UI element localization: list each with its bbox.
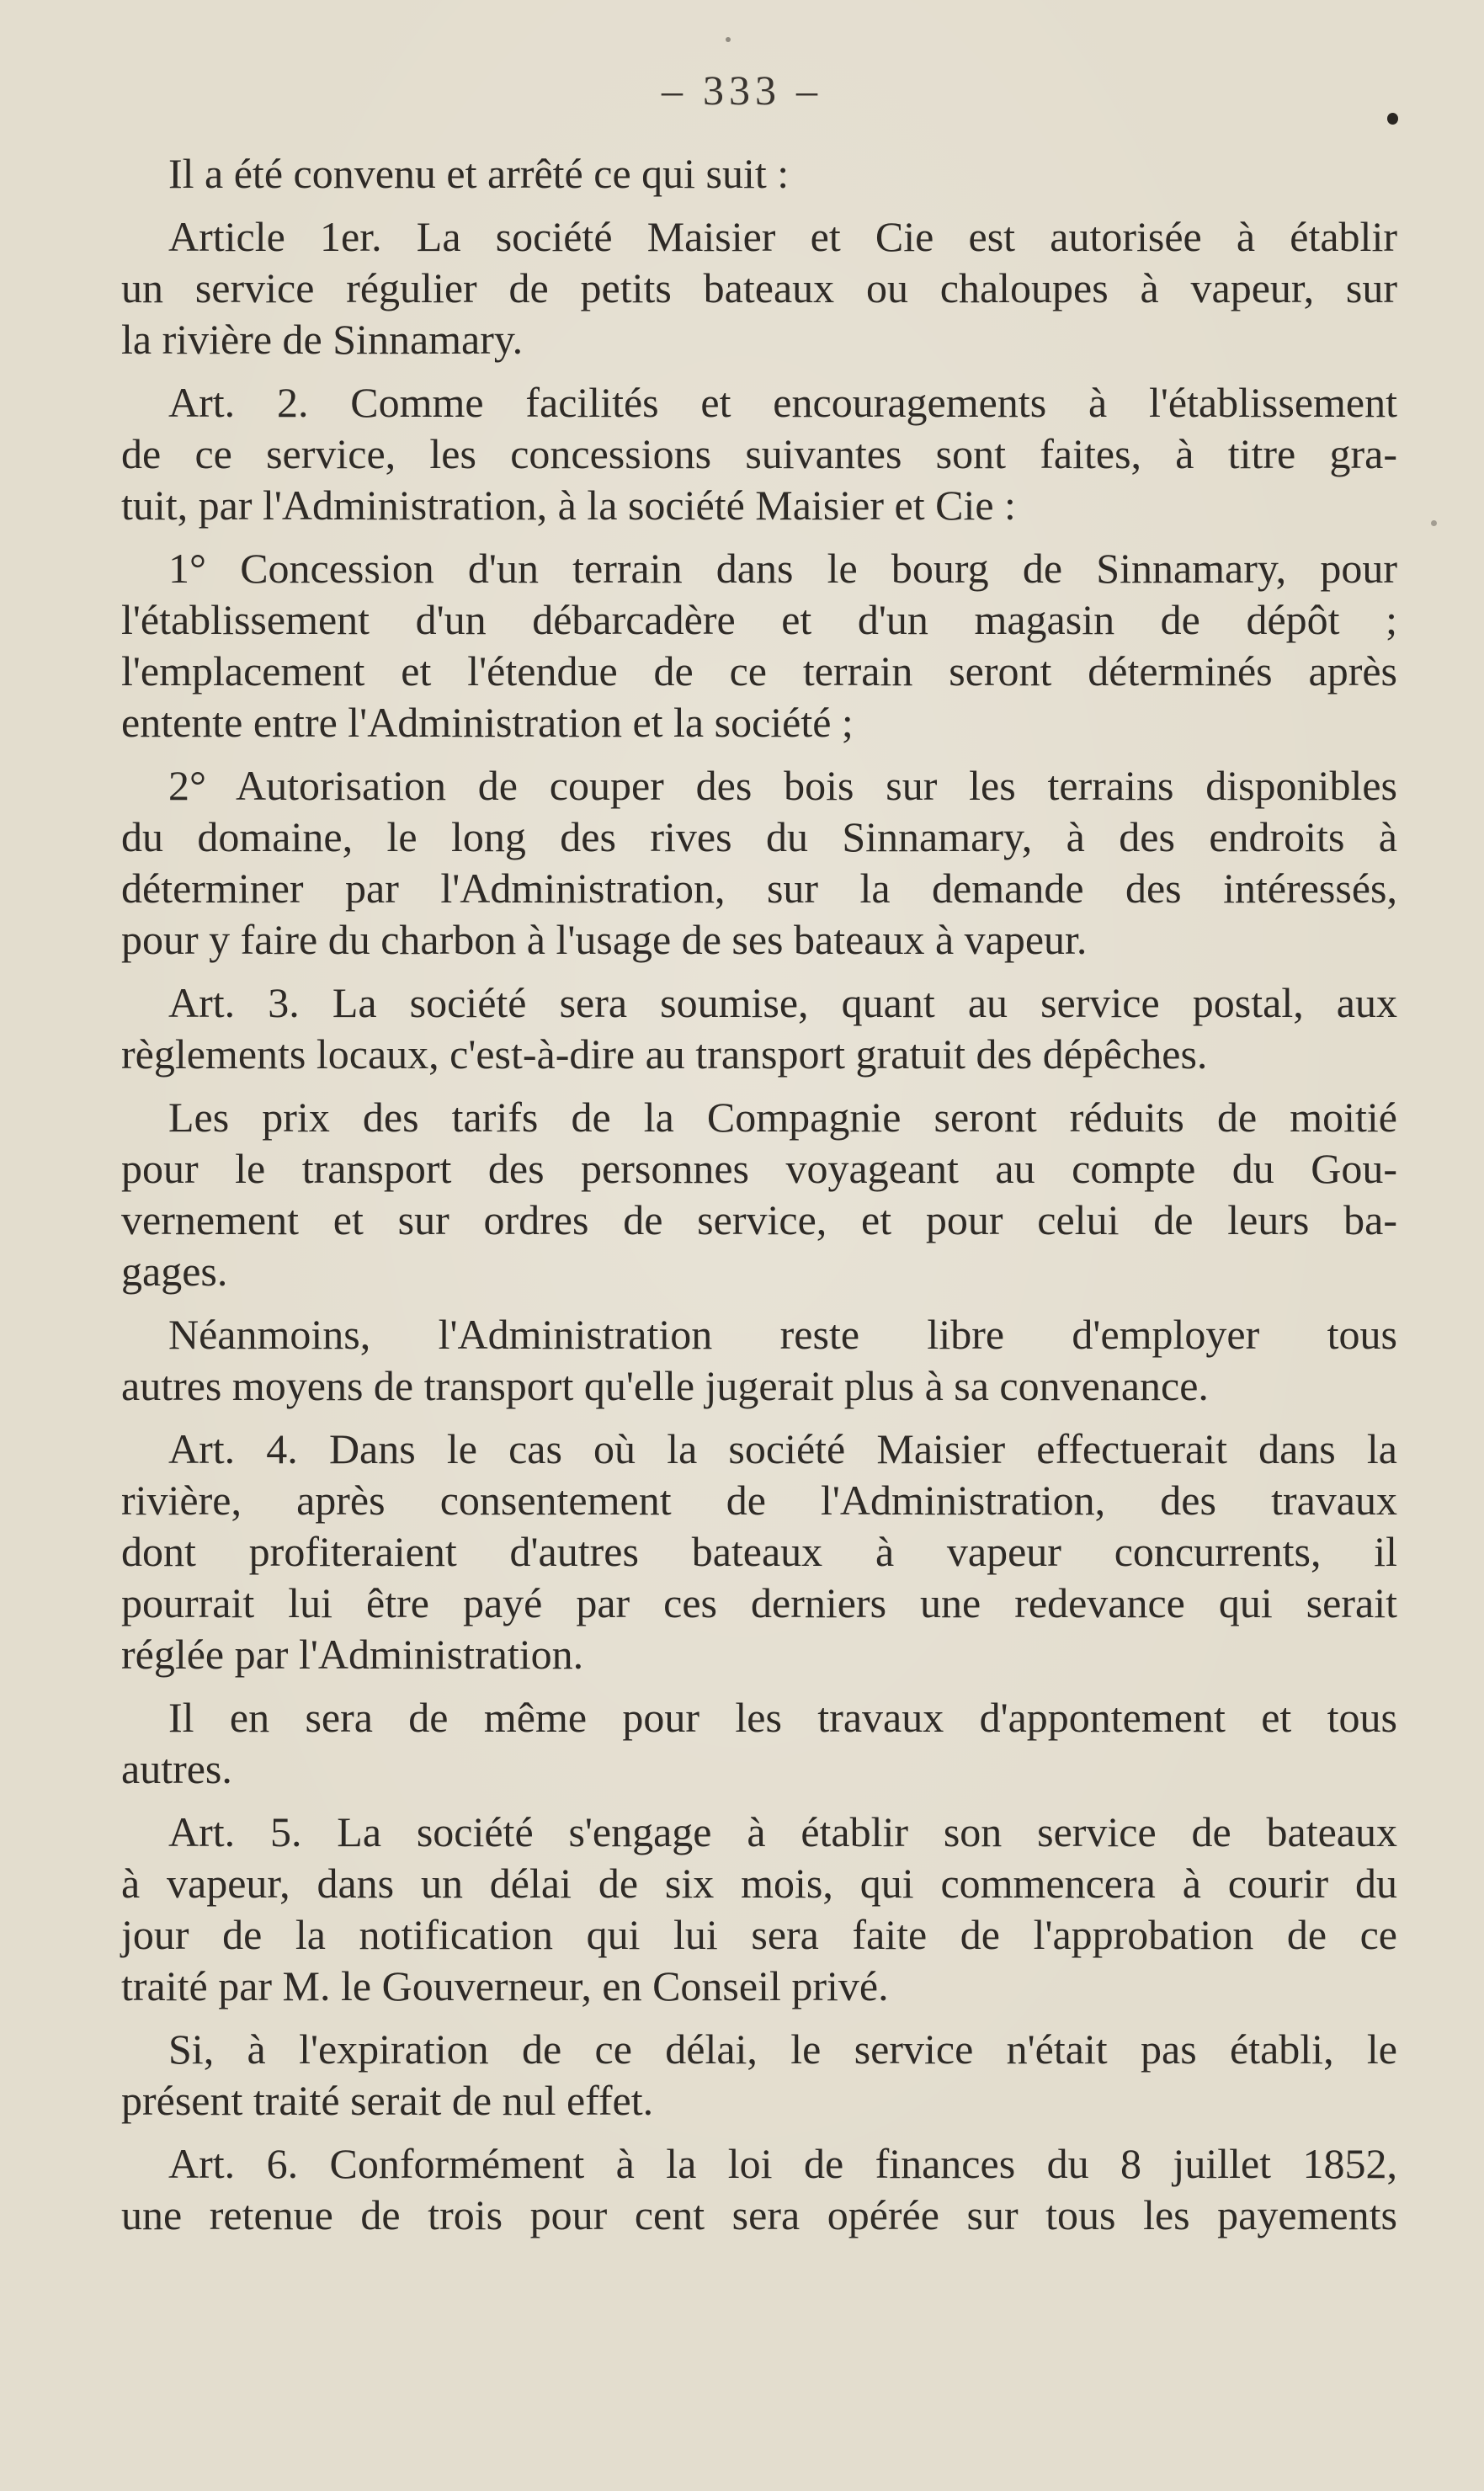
paragraph-article-5 [121,1807,1397,2012]
text-line: l'emplacement et l'étendue de ce terrain seront déterminés après [121,647,1397,695]
paragraph-expiration [121,2024,1397,2126]
text-line: pour y faire du charbon à l'usage de ses bateaux à vapeur. [121,916,1088,963]
text-line: dont profiteraient d'autres bateaux à vapeur concurrents, il [121,1528,1397,1575]
text-line: pour le transport des personnes voyageant au compte du Gou- [121,1145,1397,1192]
text-line: de ce service, les concessions suivantes sont faites, à titre gra- [121,430,1397,477]
text-line: entente entre l'Administration et la société ; [121,699,854,746]
text-line: réglée par l'Administration. [121,1631,584,1678]
ink-speck [726,37,731,42]
dash-right: – [796,67,822,114]
text-line: Art. 5. La société s'engage à établir son service de bateaux [168,1808,1397,1855]
text-line: tuit, par l'Administration, à la société Maisier et Cie : [121,482,1016,529]
text-line: la rivière de Sinnamary. [121,316,524,363]
text-line: autres moyens de transport qu'elle jugerait plus à sa convenance. [121,1362,1209,1409]
ink-speck [1387,113,1398,125]
text-line: un service régulier de petits bateaux ou chaloupes à vapeur, sur [121,264,1397,311]
paragraph-concession-1 [121,543,1397,748]
text-line: l'établissement d'un débarcadère et d'un magasin de dépôt ; [121,596,1397,643]
text-line: Il en sera de même pour les travaux d'appontement et tous [168,1694,1397,1741]
text-line: Art. 6. Conformément à la loi de finances du 8 juillet 1852, [168,2140,1397,2187]
paragraph-article-1 [121,211,1397,365]
paragraph-article-4 [121,1424,1397,1680]
text-line: une retenue de trois pour cent sera opérée sur tous les payements [121,2191,1397,2238]
paragraph-article-3 [121,977,1397,1080]
paragraph-article-6 [121,2138,1397,2241]
text-line: Art. 4. Dans le cas où la société Maisier effectuerait dans la [168,1425,1397,1472]
paragraph-concession-2 [121,760,1397,966]
text-line: du domaine, le long des rives du Sinnamary, à des endroits à [121,813,1397,860]
paragraph-article-2 [121,377,1397,531]
text-line: pourrait lui être payé par ces derniers une redevance qui serait [121,1579,1397,1626]
text-line: déterminer par l'Administration, sur la demande des intéressés, [121,865,1397,912]
paragraph-intro [121,148,1397,200]
page-number-header [0,66,1484,114]
text-line: Article 1er. La société Maisier et Cie est autorisée à établir [168,213,1397,260]
paragraph-appontement [121,1692,1397,1795]
text-line: 1° Concession d'un terrain dans le bourg de Sinnamary, pour [168,545,1397,592]
dash-left: – [662,67,688,114]
ink-speck [1431,520,1437,526]
text-line: règlements locaux, c'est-à-dire au transport gratuit des dépêches. [121,1030,1208,1078]
text-line: Néanmoins, l'Administration reste libre d'employer tous [168,1311,1397,1358]
text-line: à vapeur, dans un délai de six mois, qui commencera à courir du [121,1860,1397,1907]
text-line: rivière, après consentement de l'Administration, des travaux [121,1477,1397,1524]
page-number: 333 [703,67,781,114]
text-line: Art. 3. La société sera soumise, quant au service postal, aux [168,979,1397,1026]
text-line: présent traité serait de nul effet. [121,2077,654,2124]
text-line: vernement et sur ordres de service, et pour celui de leurs ba- [121,1196,1397,1243]
text-line: 2° Autorisation de couper des bois sur les terrains disponibles [168,762,1397,809]
paragraph-neanmoins [121,1309,1397,1412]
text-line: Les prix des tarifs de la Compagnie seront réduits de moitié [168,1094,1397,1141]
body-text [121,148,1397,2253]
text-line: Si, à l'expiration de ce délai, le service n'était pas établi, le [168,2025,1397,2073]
text-line: traité par M. le Gouverneur, en Conseil privé. [121,1962,889,2009]
text-line: Il a été convenu et arrêté ce qui suit : [168,150,790,197]
text-line: jour de la notification qui lui sera faite de l'approbation de ce [121,1911,1397,1958]
text-line: gages. [121,1248,228,1295]
text-line: autres. [121,1745,232,1792]
text-line: Art. 2. Comme facilités et encouragements à l'établissement [168,379,1397,426]
paragraph-tarifs [121,1092,1397,1297]
